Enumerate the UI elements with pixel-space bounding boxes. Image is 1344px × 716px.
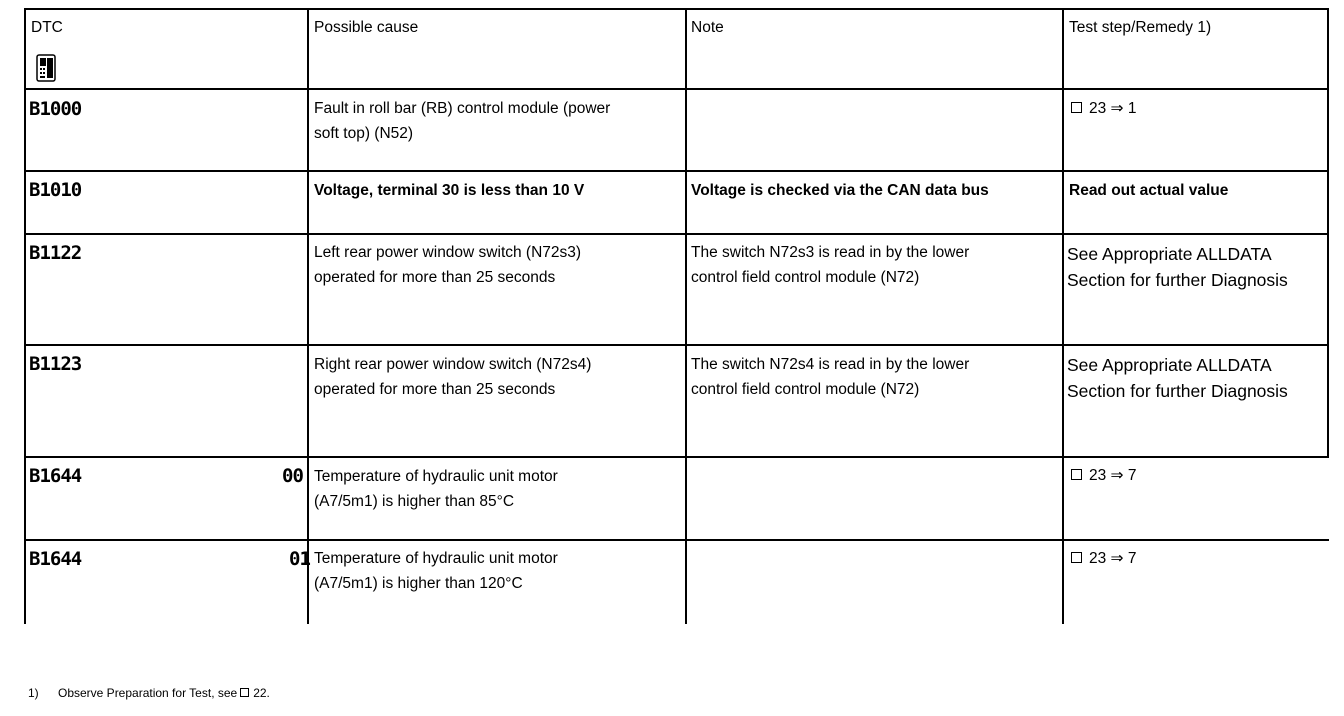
page-reference-box-icon (1071, 469, 1082, 480)
remedy-line: Section for further Diagnosis (1067, 381, 1288, 401)
note (691, 352, 969, 402)
remedy-line: Section for further Diagnosis (1067, 270, 1288, 290)
header-note: Note (691, 19, 724, 36)
test-step[interactable] (1067, 241, 1288, 293)
page-reference-box-icon (1071, 102, 1082, 113)
cause-line: (A7/5m1) is higher than 120°C (314, 575, 523, 592)
possible-cause (314, 352, 591, 402)
row-divider (24, 344, 1329, 346)
footnote-ref[interactable]: 22. (253, 686, 270, 700)
row-divider (24, 233, 1329, 235)
test-step-ref: 23 ⇒ 7 (1089, 467, 1137, 484)
row-divider (24, 170, 1329, 172)
dtc-table (24, 8, 1329, 624)
test-step-ref: 23 ⇒ 7 (1089, 550, 1137, 567)
dtc-code: B1010 (29, 179, 82, 201)
header-dtc: DTC (31, 19, 63, 36)
test-step[interactable] (1067, 352, 1288, 404)
note-line: control field control module (N72) (691, 381, 920, 398)
column-divider (685, 8, 687, 624)
cause-line: Temperature of hydraulic unit motor (314, 550, 558, 567)
row-divider (24, 88, 1329, 90)
note-line: The switch N72s3 is read in by the lower (691, 244, 970, 261)
note-line: control field control module (N72) (691, 269, 920, 286)
possible-cause (314, 96, 610, 146)
column-divider (1062, 8, 1064, 624)
row-divider (24, 539, 1329, 541)
column-divider (307, 8, 309, 624)
table-border-top (24, 8, 1329, 10)
header-possible-cause: Possible cause (314, 19, 419, 36)
cause-line: operated for more than 25 seconds (314, 381, 556, 398)
test-step[interactable] (1071, 463, 1136, 488)
page-reference-box-icon (1071, 552, 1082, 563)
test-step-ref: 23 ⇒ 1 (1089, 100, 1137, 117)
note (691, 178, 989, 203)
dtc-subcode: 00 (282, 465, 303, 487)
dtc-code: B1123 (29, 353, 82, 375)
footnote-number: 1) (28, 686, 39, 700)
possible-cause (314, 240, 581, 290)
possible-cause (314, 546, 558, 596)
dtc-code: B1122 (29, 242, 82, 264)
note (691, 240, 969, 290)
dtc-subcode: 01 (289, 548, 310, 570)
remedy-line: See Appropriate ALLDATA (1067, 244, 1272, 264)
test-step[interactable] (1071, 546, 1136, 571)
cause-line: operated for more than 25 seconds (314, 269, 556, 286)
dtc-code: B1644 (29, 465, 82, 487)
cause-line: Right rear power window switch (N72s4) (314, 356, 592, 373)
remedy-line: See Appropriate ALLDATA (1067, 355, 1272, 375)
dtc-code: B1644 (29, 548, 82, 570)
cause-line: Voltage, terminal 30 is less than 10 V (314, 182, 585, 199)
table-border-left (24, 8, 26, 624)
scanner-icon (36, 54, 56, 82)
cause-line: Left rear power window switch (N72s3) (314, 244, 582, 261)
header-test-step: Test step/Remedy 1) (1069, 19, 1212, 36)
footnote (28, 686, 270, 700)
cause-line: (A7/5m1) is higher than 85°C (314, 493, 515, 510)
possible-cause (314, 464, 558, 514)
test-step: Read out actual value (1069, 182, 1229, 199)
cause-line: Fault in roll bar (RB) control module (power (314, 100, 611, 117)
cause-line: soft top) (N52) (314, 125, 414, 142)
cause-line: Temperature of hydraulic unit motor (314, 468, 558, 485)
dtc-code: B1000 (29, 98, 82, 120)
page-reference-box-icon (240, 688, 249, 697)
footnote-text: Observe Preparation for Test, see (58, 686, 238, 700)
test-step[interactable] (1071, 96, 1136, 121)
note-line: The switch N72s4 is read in by the lower (691, 356, 970, 373)
possible-cause (314, 178, 584, 203)
note-line: Voltage is checked via the CAN data bus (691, 182, 989, 199)
row-divider (24, 456, 1329, 458)
